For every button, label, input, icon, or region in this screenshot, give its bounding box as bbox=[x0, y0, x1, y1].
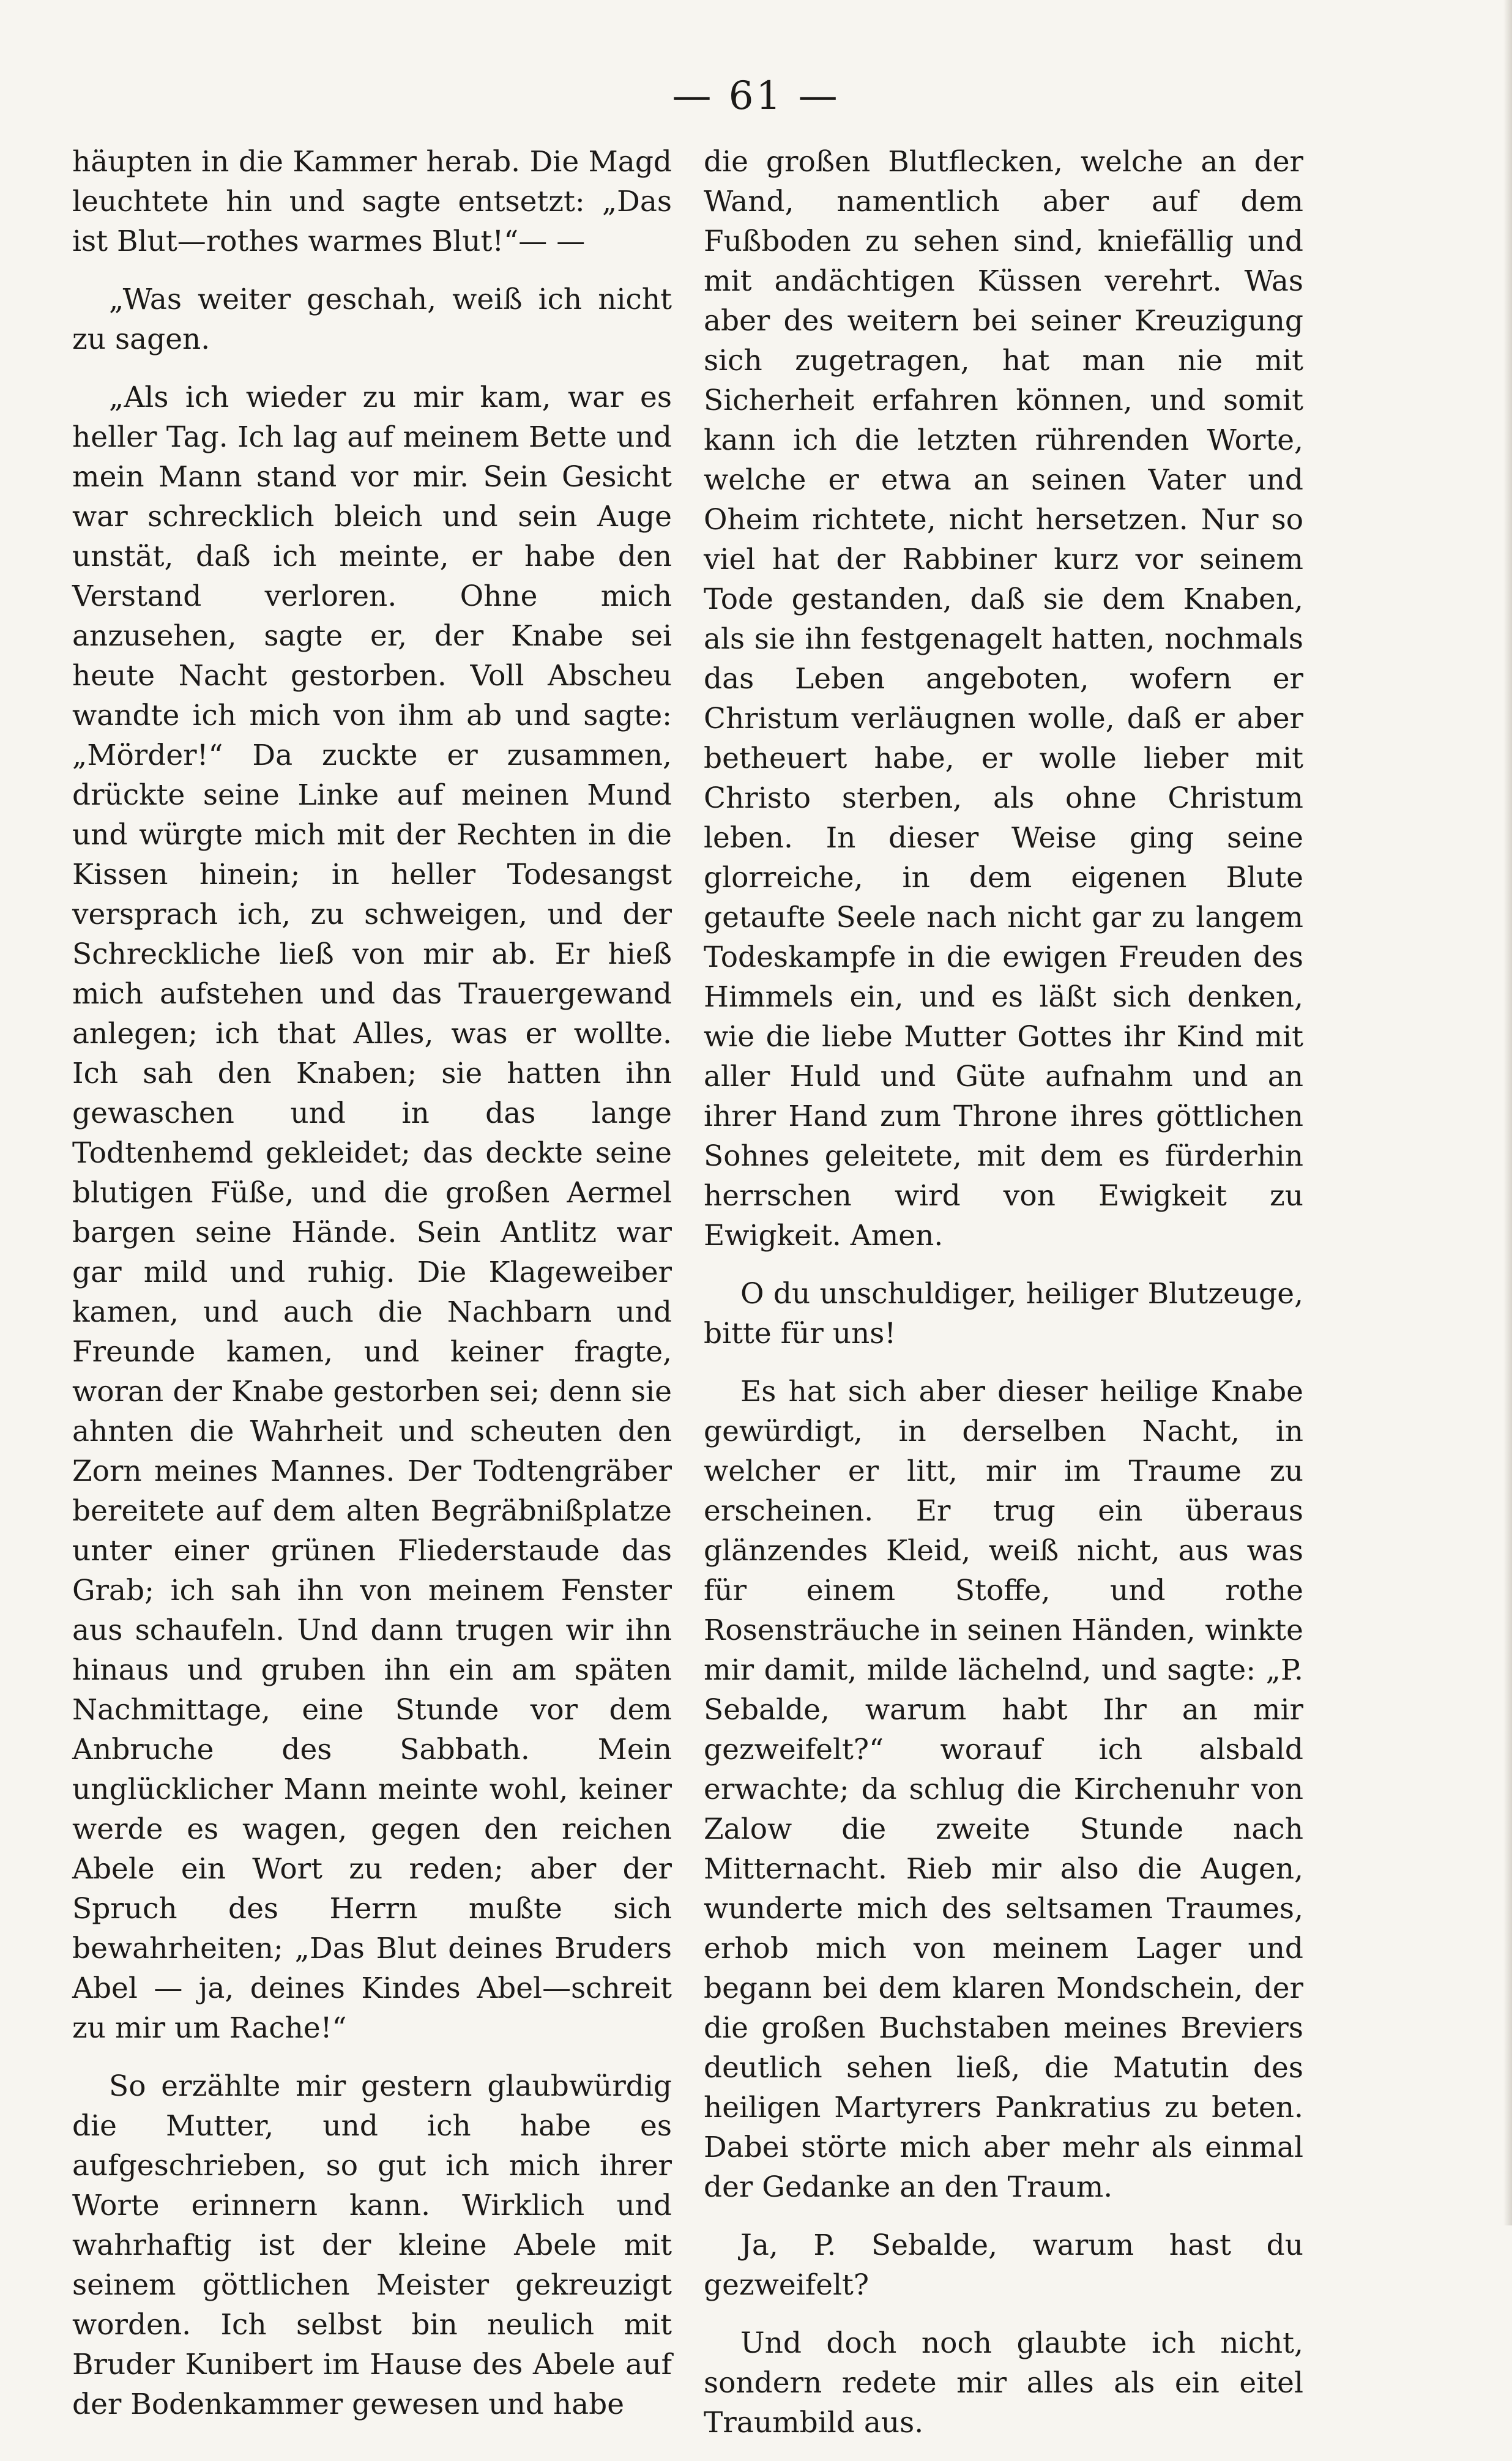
page-number: — 61 — bbox=[672, 73, 840, 119]
paragraph: Ja, P. Sebalde, warum hast du gezweifelt? bbox=[704, 2228, 1303, 2302]
paragraph: „Was weiter geschah, weiß ich nicht zu sagen. bbox=[72, 283, 672, 356]
paragraph: O du unschuldiger, heiliger Blutzeuge, bitte für uns! bbox=[704, 1277, 1303, 1350]
paragraph: häupten in die Kammer herab. Die Magd leuchtete hin und sagte entsetzt: „Das ist Blut—rothes warmes Blut!“— — bbox=[72, 145, 672, 258]
paragraph: Und doch noch glaubte ich nicht, sondern redete mir alles als ein eitel Traumbild aus. bbox=[704, 2326, 1303, 2440]
paragraph: Es hat sich aber dieser heilige Knabe gewürdigt, in derselben Nacht, in welcher er litt, mir im Traume zu erscheinen. Er trug ein überaus glänzendes Kleid, weiß nicht, aus was für einem Stoffe, und rothe Rosensträuche in seinen Händen, winkte mir damit, milde lächelnd, und sagte: „P. Sebalde, warum habt Ihr an mir gezweifelt?“ worauf ich alsbald erwachte; da schlug die Kirchenuhr von Zalow die zweite Stunde nach Mitternacht. Rieb mir also die Augen, wunderte mich des seltsamen Traumes, erhob mich von meinem Lager und begann bei dem klaren Mondschein, der die großen Buchstaben meines Breviers deutlich sehen ließ, die Matutin des heiligen Martyrers Pankratius zu beten. Dabei störte mich aber mehr als einmal der Gedanke an den Traum. bbox=[704, 1375, 1303, 2204]
right-column bbox=[704, 142, 1303, 2461]
paragraph: So erzählte mir gestern glaubwürdig die Mutter, und ich habe es aufgeschrieben, so gut ich mich ihrer Worte erinnern kann. Wirklich und wahrhaftig ist der kleine Abele mit seinem göttlichen Meister gekreuzigt worden. Ich selbst bin neulich mit Bruder Kunibert im Hause des Abele auf der Bodenkammer gewesen und habe bbox=[72, 2069, 672, 2421]
left-column bbox=[72, 142, 672, 2443]
paragraph: „Als ich wieder zu mir kam, war es heller Tag. Ich lag auf meinem Bette und mein Mann stand vor mir. Sein Gesicht war schrecklich bleich und sein Auge unstät, daß ich meinte, er habe den Verstand verloren. Ohne mich anzusehen, sagte er, der Knabe sei heute Nacht gestorben. Voll Abscheu wandte ich mich von ihm ab und sagte: „Mörder!“ Da zuckte er zusammen, drückte seine Linke auf meinen Mund und würgte mich mit der Rechten in die Kissen hinein; in heller Todesangst versprach ich, zu schweigen, und der Schreckliche ließ von mir ab. Er hieß mich aufstehen und das Trauergewand anlegen; ich that Alles, was er wollte. Ich sah den Knaben; sie hatten ihn gewaschen und in das lange Todtenhemd gekleidet; das deckte seine blutigen Füße, und die großen Aermel bargen seine Hände. Sein Antlitz war gar mild und ruhig. Die Klageweiber kamen, und auch die Nachbarn und Freunde kamen, und keiner fragte, woran der Knabe gestorben sei; denn sie ahnten die Wahrheit und scheuten den Zorn meines Mannes. Der Todtengräber bereitete auf dem alten Begräbnißplatze unter einer grünen Fliederstaude das Grab; ich sah ihn von meinem Fenster aus schaufeln. Und dann trugen wir ihn hinaus und gruben ihn ein am späten Nachmittage, eine Stunde vor dem Anbruche des Sabbath. Mein unglücklicher Mann meinte wohl, keiner werde es wagen, gegen den reichen Abele ein Wort zu reden; aber der Spruch des Herrn mußte sich bewahrheiten; „Das Blut deines Bruders Abel — ja, deines Kindes Abel—schreit zu mir um Rache!“ bbox=[72, 381, 672, 2045]
page-edge bbox=[1503, 0, 1512, 2225]
paragraph: die großen Blutflecken, welche an der Wand, namentlich aber auf dem Fußboden zu sehen sind, kniefällig und mit andächtigen Küssen verehrt. Was aber des weitern bei seiner Kreuzigung sich zugetragen, hat man nie mit Sicherheit erfahren können, und somit kann ich die letzten rührenden Worte, welche er etwa an seinen Vater und Oheim richtete, nicht hersetzen. Nur so viel hat der Rabbiner kurz vor seinem Tode gestanden, daß sie dem Knaben, als sie ihn festgenagelt hatten, nochmals das Leben angeboten, wofern er Christum verläugnen wolle, daß er aber betheuert habe, er wolle lieber mit Christo sterben, als ohne Christum leben. In dieser Weise ging seine glorreiche, in dem eigenen Blute getaufte Seele nach nicht gar zu langem Todeskampfe in die ewigen Freuden des Himmels ein, und es läßt sich denken, wie die liebe Mutter Gottes ihr Kind mit aller Huld und Güte aufnahm und an ihrer Hand zum Throne ihres göttlichen Sohnes geleitete, mit dem es fürderhin herrschen wird von Ewigkeit zu Ewigkeit. Amen. bbox=[704, 145, 1303, 1253]
